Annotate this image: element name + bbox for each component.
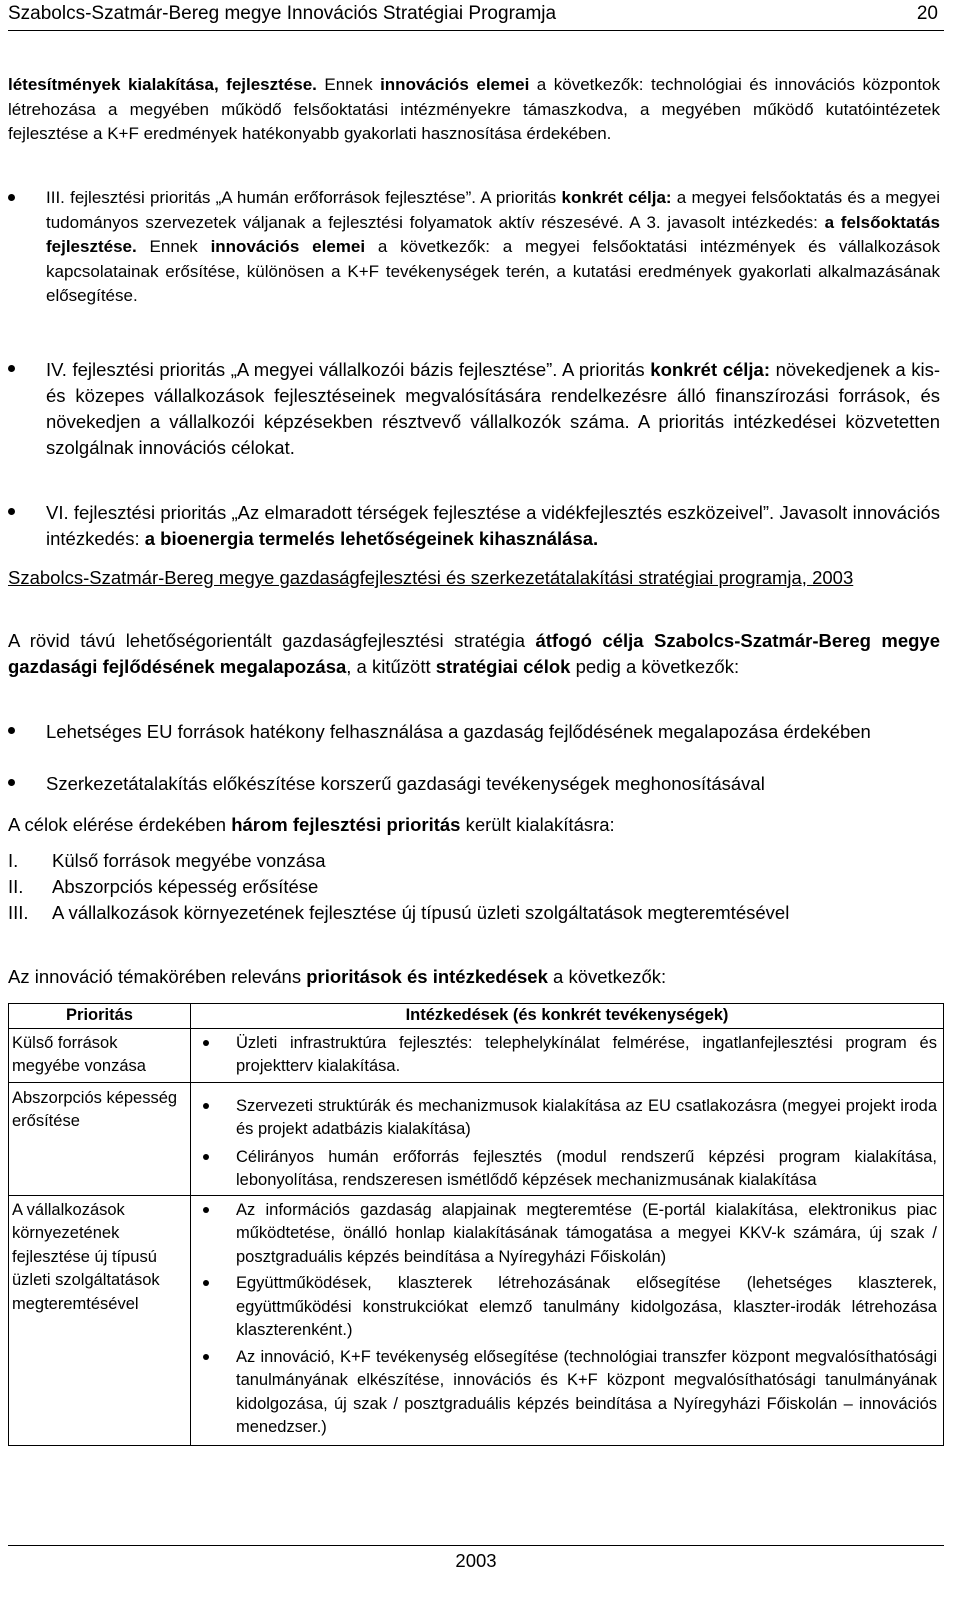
para2-text-1: A célok elérése érdekében — [8, 814, 232, 835]
intro-bold-1: létesítmények kialakítása, fejlesztése. — [8, 75, 317, 94]
para1-bold-2: stratégiai célok — [435, 656, 571, 677]
bullet-icon — [8, 727, 15, 734]
priority-list-item — [8, 848, 940, 874]
measure-item — [191, 1272, 943, 1346]
priority-6-item — [8, 500, 940, 552]
measures-cell — [191, 1028, 944, 1082]
intro-paragraph — [8, 73, 940, 147]
bullet-icon — [203, 1103, 209, 1109]
intro-text-2: a következők: technológiai és innovációs központok létrehozása a megyében működő felsőoktatási intézményekre támaszkodva, a megyében működő kutatóintézetek fejlesztése a K+F eredmények hatékonyabb gyakorlati hasznosítása érdekében. — [8, 75, 940, 143]
column-header: Intézkedések (és konkrét tevékenységek) — [191, 1004, 944, 1029]
prio3-text-2: a megyei felsőoktatás és a megyei tudományos szervezetek váljanak a fejlesztési folyamatok aktív részesévé. A 3. javasolt intézkedés: — [46, 188, 941, 232]
priority-list-item — [8, 874, 940, 900]
para1-bold-1: átfogó célja Szabolcs-Szatmár-Bereg megye gazdasági fejlődésének megalapozása — [8, 630, 940, 677]
table-row — [9, 1082, 944, 1195]
table-intro — [8, 964, 940, 990]
para3-bold-1: prioritások és intézkedések — [306, 966, 548, 987]
page-header — [8, 0, 944, 31]
para1-text-3: pedig a következők: — [570, 656, 740, 677]
goal-text: Szerkezetátalakítás előkészítése korszerű gazdasági tevékenységek meghonosításával — [46, 773, 765, 794]
measure-text: Szervezeti struktúrák és mechanizmusok kialakítása az EU csatlakozásra (megyei projekt iroda és projekt adatbázis kialakítása) — [236, 1096, 937, 1138]
prio3-bold-1: konkrét célja: — [561, 188, 672, 207]
column-header: Prioritás — [9, 1004, 191, 1029]
priority-text: A vállalkozások környezetének fejlesztése új típusú üzleti szolgáltatások megteremtésével — [52, 902, 790, 923]
priority-cell: Abszorpciós képesség erősítése — [9, 1082, 191, 1195]
priority-cell: Külső források megyébe vonzása — [9, 1028, 191, 1082]
bullet-icon — [203, 1280, 209, 1286]
priority-number: I. — [8, 850, 19, 871]
measures-cell — [191, 1195, 944, 1445]
page-number: 20 — [916, 3, 938, 24]
para3-text-1: Az innováció témakörében releváns — [8, 966, 307, 987]
priority-4-item — [8, 357, 940, 461]
prio3-text-1: III. fejlesztési prioritás „A humán erőforrások fejlesztése”. A prioritás — [46, 188, 562, 207]
measure-item — [191, 1145, 943, 1195]
bullet-icon — [203, 1207, 209, 1213]
priority-number: II. — [8, 876, 24, 897]
measure-text: Együttműködések, klaszterek létrehozásának elősegítése (lehetséges klaszterek, együttműködési konstrukciókat elemző tanulmány kidolgozása, klaszter-irodák létrehozása klaszterenként.) — [236, 1274, 937, 1339]
priority-cell: A vállalkozások környezetének fejlesztése új típusú üzleti szolgáltatások megteremtésével — [9, 1195, 191, 1445]
measures-cell — [191, 1082, 944, 1195]
prio3-text-3: Ennek — [136, 237, 211, 256]
strategy-paragraph — [8, 628, 940, 680]
goal-text: Lehetséges EU források hatékony felhasználása a gazdaság fejlődésének megalapozása érdekében — [46, 721, 871, 742]
priorities-intro — [8, 812, 940, 838]
prio3-bold-3: innovációs elemei — [210, 237, 366, 256]
priority-number: III. — [8, 902, 29, 923]
measure-item — [191, 1346, 943, 1445]
priority-3-item — [8, 186, 940, 309]
bullet-icon — [8, 365, 15, 372]
table-header-row — [9, 1004, 944, 1029]
para2-bold-1: három fejlesztési prioritás — [231, 814, 461, 835]
section-title: Szabolcs-Szatmár-Bereg megye gazdaságfejlesztési és szerkezetátalakítási stratégiai programja, 2003 — [8, 567, 854, 588]
intro-bold-2: innovációs elemei — [380, 75, 530, 94]
measure-text: Célirányos humán erőforrás fejlesztés (modul rendszerű képzési program kialakítása, lebonyolítása, rendszeresen ismétlődő képzések mechanizmusának kialakítása — [236, 1147, 937, 1189]
measure-item — [191, 1196, 943, 1273]
measure-text: Üzleti infrastruktúra fejlesztés: telephelykínálat felmérése, ingatlanfejlesztési program és projektterv kialakítása. — [236, 1033, 937, 1075]
bullet-icon — [203, 1040, 209, 1046]
measure-text: Az információs gazdaság alapjainak megteremtése (E-portál kialakítása, elektronikus piac működtetése, önálló honlap kialakításának támogatása a megyei KKV-k számára, új szak / posztgraduális képzés beindítása a Nyíregyházi Főiskolán) — [236, 1200, 937, 1266]
bullet-icon — [8, 779, 15, 786]
bullet-icon — [8, 508, 15, 515]
priority-list-item — [8, 900, 940, 926]
bullet-icon — [8, 194, 15, 201]
header-title: Szabolcs-Szatmár-Bereg megye Innovációs Stratégiai Programja — [8, 3, 557, 24]
measure-item — [191, 1029, 943, 1082]
table-row — [9, 1028, 944, 1082]
page-footer: 2003 — [8, 1545, 944, 1572]
para2-text-2: került kialakításra: — [460, 814, 615, 835]
prio6-bold-1: a bioenergia termelés lehetőségeinek kihasználása. — [144, 528, 599, 549]
prio4-text-1: IV. fejlesztési prioritás „A megyei vállalkozói bázis fejlesztése”. A prioritás — [46, 359, 651, 380]
para3-text-2: a következők: — [547, 966, 667, 987]
bullet-icon — [203, 1154, 209, 1160]
priority-text: Külső források megyébe vonzása — [52, 850, 326, 871]
measure-item — [191, 1083, 943, 1145]
intro-text-1: Ennek — [316, 75, 381, 94]
priority-text: Abszorpciós képesség erősítése — [52, 876, 319, 897]
para1-text-1: A rövid távú lehetőségorientált gazdaságfejlesztési stratégia — [8, 630, 536, 651]
prio4-text-2: növekedjenek a kis- és közepes vállalkozások fejlesztéseinek megvalósítására rendelkezésre álló finanszírozási források, és növekedjen a vállalkozói képzésekben résztvevő vállalkozók száma. A prioritás intézkedései közvetetten szolgálnak innovációs célokat. — [46, 359, 941, 458]
priorities-table — [8, 1003, 944, 1446]
para1-text-2: , a kitűzött — [346, 656, 436, 677]
bullet-icon — [203, 1354, 209, 1360]
prio4-bold-1: konkrét célja: — [650, 359, 771, 380]
goal-item — [8, 719, 940, 745]
prio6-text-1: VI. fejlesztési prioritás „Az elmaradott térségek fejlesztése a vidékfejlesztés eszközeivel”. Javasolt innovációs intézkedés: — [46, 502, 940, 549]
table-row — [9, 1195, 944, 1445]
measure-text: Az innováció, K+F tevékenység elősegítése (technológiai transzfer központ megvalósíthatósági tanulmányának elkészítése, innovációs és K+F központ megvalósíthatósági tanulmányának kidolgozása, új szak / posztgraduális képzés beindítása a Nyíregyházi Főiskolán – innovációs menedzser.) — [236, 1347, 937, 1436]
goal-item — [8, 771, 940, 797]
prio3-text-4: a következők: a megyei felsőoktatási intézmények és vállalkozások kapcsolatainak erősítése, különösen a K+F tevékenységek terén, a kutatási eredmények gyakorlati alkalmazásának elősegítése. — [46, 237, 941, 305]
prio3-bold-2: a felsőoktatás fejlesztése. — [46, 212, 940, 256]
